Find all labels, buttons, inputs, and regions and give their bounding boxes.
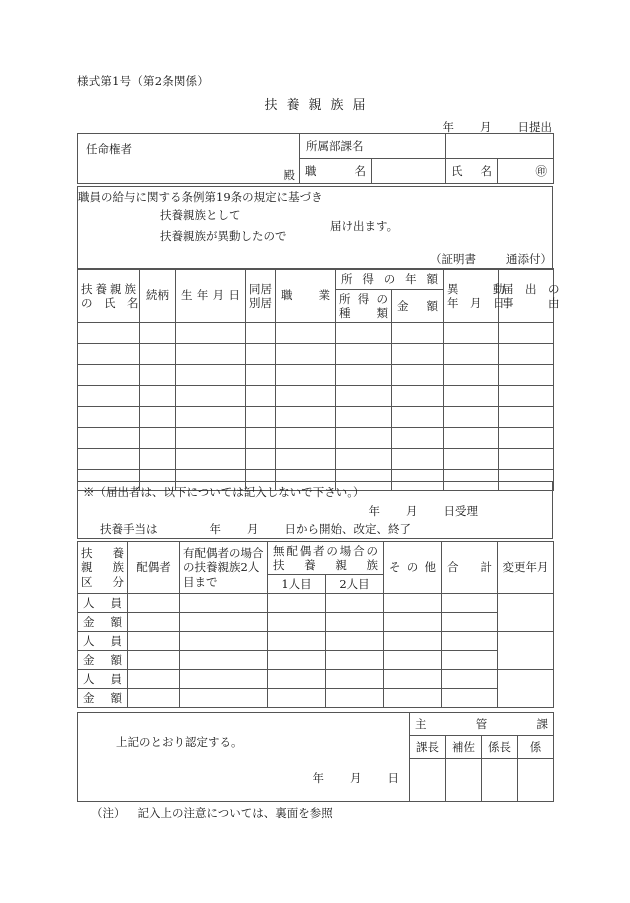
cell-dependent-name[interactable]: [78, 323, 140, 344]
cell-no-spouse2-amount[interactable]: [326, 613, 384, 632]
table-row[interactable]: [78, 365, 554, 386]
allowance-tail: 日から開始、改定、終了: [284, 522, 411, 536]
certify-day: 日: [387, 771, 399, 785]
allowance-year: 年: [209, 522, 221, 536]
cell-no-spouse2-amount[interactable]: [326, 651, 384, 670]
cell-dependent-name[interactable]: [78, 344, 140, 365]
table-row[interactable]: [78, 386, 554, 407]
col-change-date: 異 動 年 月 日: [444, 269, 499, 323]
cell-income-type[interactable]: [336, 407, 392, 428]
approver-kakari-seal[interactable]: [518, 759, 554, 802]
certify-year: 年: [312, 771, 324, 785]
footnote-marker: （注）: [91, 806, 126, 820]
cell-occupation[interactable]: [276, 365, 336, 386]
footnote: [91, 805, 333, 821]
cell-change-date[interactable]: [444, 323, 499, 344]
cell-reason[interactable]: [499, 365, 554, 386]
col-cohabit: 同居 別居: [246, 269, 276, 323]
approver-kakaricho-label: 係長: [482, 736, 518, 759]
cell-total-count[interactable]: [442, 632, 498, 651]
statement-option-b[interactable]: 扶養親族が異動したので: [160, 229, 287, 243]
receipt-month: 月: [406, 504, 418, 518]
statement-submit-phrase: 届け出ます。: [330, 219, 399, 233]
cell-income-type[interactable]: [336, 344, 392, 365]
section-title: 主 管 課: [410, 713, 554, 736]
approver-kacho-label: 課長: [410, 736, 446, 759]
department-name-label: 所属部課名: [300, 134, 446, 159]
cell-cohabit[interactable]: [246, 449, 276, 470]
col-reason: 届 出 の 事 由: [499, 269, 554, 323]
allowance-row-count[interactable]: [78, 670, 554, 689]
certify-date: [313, 771, 400, 785]
table-row[interactable]: [78, 428, 554, 449]
row-label-amount: 金 額: [78, 613, 128, 632]
allowance-period-line: [100, 522, 411, 536]
approver-kacho-seal[interactable]: [410, 759, 446, 802]
appointer-cell: [78, 134, 300, 184]
cell-dependent-name[interactable]: [78, 407, 140, 428]
row-label-count: 人 員: [78, 594, 128, 613]
cell-no-spouse2-count[interactable]: [326, 594, 384, 613]
cell-total-amount[interactable]: [442, 651, 498, 670]
footnote-text: 記入上の注意については、裏面を参照: [137, 806, 333, 820]
cell-reason[interactable]: [499, 323, 554, 344]
allowance-lead: 扶養手当は: [100, 522, 158, 536]
dependents-table: [77, 268, 560, 491]
cell-dependent-name[interactable]: [78, 428, 140, 449]
cell-cohabit[interactable]: [246, 386, 276, 407]
table-row[interactable]: [78, 323, 554, 344]
receipt-day: 日受理: [443, 504, 478, 518]
cell-birthdate[interactable]: [176, 407, 246, 428]
cell-occupation[interactable]: [276, 386, 336, 407]
cell-relationship[interactable]: [140, 449, 176, 470]
row-label-count: 人 員: [78, 670, 128, 689]
notice-warning: ※（届出者は、以下については記入しないで下さい。）: [83, 485, 365, 499]
cell-change-date[interactable]: [444, 428, 499, 449]
approver-hosa-label: 補佐: [446, 736, 482, 759]
cell-with-spouse-amount[interactable]: [180, 689, 268, 708]
certification-table: [77, 712, 554, 802]
col-total: 合 計: [442, 542, 498, 594]
cell-other-amount[interactable]: [384, 689, 442, 708]
cell-spouse-count[interactable]: [128, 594, 180, 613]
col-spouse: 配偶者: [128, 542, 180, 594]
cell-income-type[interactable]: [336, 449, 392, 470]
header-blank-cell: [446, 134, 554, 159]
cell-birthdate[interactable]: [176, 344, 246, 365]
cell-no-spouse1-amount[interactable]: [268, 613, 326, 632]
col-with-spouse-dependents: 有配偶者の場合の扶養親族2人目まで: [180, 542, 268, 594]
cell-relationship[interactable]: [140, 344, 176, 365]
cell-total-count[interactable]: [442, 670, 498, 689]
cell-cohabit[interactable]: [246, 428, 276, 449]
submission-month: 月: [480, 120, 492, 134]
cell-change-date[interactable]: [444, 365, 499, 386]
cell-spouse-amount[interactable]: [128, 613, 180, 632]
cell-no-spouse2-amount[interactable]: [326, 689, 384, 708]
cell-relationship[interactable]: [140, 386, 176, 407]
receipt-date: [369, 504, 479, 518]
cell-birthdate[interactable]: [176, 428, 246, 449]
approver-hosa-seal[interactable]: [446, 759, 482, 802]
table-row[interactable]: [78, 407, 554, 428]
cell-reason[interactable]: [499, 428, 554, 449]
cell-income-amount[interactable]: [392, 407, 444, 428]
col-income-amount: 金 額: [392, 290, 444, 323]
cell-other-count[interactable]: [384, 594, 442, 613]
page-title: 扶養親族届: [264, 98, 375, 113]
cell-total-amount[interactable]: [442, 613, 498, 632]
cell-with-spouse-amount[interactable]: [180, 613, 268, 632]
cell-income-amount[interactable]: [392, 323, 444, 344]
cell-change-month[interactable]: [498, 594, 554, 632]
cell-cohabit[interactable]: [246, 344, 276, 365]
allowance-row-amount[interactable]: [78, 689, 554, 708]
job-title-label: 職 名: [300, 159, 372, 184]
statement-option-a[interactable]: 扶養親族として: [160, 208, 241, 222]
cell-income-type[interactable]: [336, 323, 392, 344]
cell-income-type[interactable]: [336, 386, 392, 407]
cell-birthdate[interactable]: [176, 365, 246, 386]
cell-dependent-name[interactable]: [78, 386, 140, 407]
honorific-label: 殿: [283, 168, 295, 183]
cell-relationship[interactable]: [140, 428, 176, 449]
cell-other-count[interactable]: [384, 670, 442, 689]
cell-relationship[interactable]: [140, 407, 176, 428]
col-occupation: 職 業: [276, 269, 336, 323]
col-income-annual: 所得の年額: [336, 269, 444, 290]
notice-cell: [78, 482, 553, 539]
approver-kakari-label: 係: [518, 736, 554, 759]
name-value-with-seal[interactable]: [498, 159, 554, 184]
cell-no-spouse2-count[interactable]: [326, 670, 384, 689]
col-relationship: 続柄: [140, 269, 176, 323]
cell-total-count[interactable]: [442, 594, 498, 613]
allowance-row-amount[interactable]: [78, 651, 554, 670]
statement-options: [78, 207, 553, 249]
cell-cohabit[interactable]: [246, 365, 276, 386]
cell-dependent-name[interactable]: [78, 365, 140, 386]
cell-spouse-count[interactable]: [128, 632, 180, 651]
cell-change-month[interactable]: [498, 632, 554, 670]
certificate-prefix: （証明書: [430, 251, 476, 266]
cell-occupation[interactable]: [276, 407, 336, 428]
cell-income-amount[interactable]: [392, 386, 444, 407]
col-income-type: 所得の 種 類: [336, 290, 392, 323]
notice-table: [77, 481, 553, 539]
cell-other-amount[interactable]: [384, 613, 442, 632]
cell-income-type[interactable]: [336, 365, 392, 386]
col-dependent-category: 扶 養 親 族 区 分: [78, 542, 128, 594]
cell-no-spouse1-count[interactable]: [268, 632, 326, 651]
certificate-suffix: 通添付）: [506, 251, 552, 266]
table-row[interactable]: [78, 344, 554, 365]
cell-no-spouse1-count[interactable]: [268, 670, 326, 689]
cell-reason[interactable]: [499, 344, 554, 365]
certify-text: 上記のとおり認定する。: [116, 735, 243, 749]
cell-occupation[interactable]: [276, 428, 336, 449]
cell-spouse-amount[interactable]: [128, 689, 180, 708]
certify-statement-cell: [78, 713, 410, 802]
cell-birthdate[interactable]: [176, 386, 246, 407]
cell-income-amount[interactable]: [392, 344, 444, 365]
col-birthdate: 生年月日: [176, 269, 246, 323]
cell-reason[interactable]: [499, 407, 554, 428]
cell-other-amount[interactable]: [384, 651, 442, 670]
col-no-spouse-second: 2人目: [326, 575, 384, 594]
cell-income-type[interactable]: [336, 428, 392, 449]
cell-birthdate[interactable]: [176, 323, 246, 344]
cell-with-spouse-amount[interactable]: [180, 651, 268, 670]
appointer-label: 任命権者: [86, 142, 132, 156]
table-row[interactable]: [78, 449, 554, 470]
col-no-spouse-first: 1人目: [268, 575, 326, 594]
cell-relationship[interactable]: [140, 365, 176, 386]
cell-no-spouse1-amount[interactable]: [268, 689, 326, 708]
col-other: その他: [384, 542, 442, 594]
cell-occupation[interactable]: [276, 449, 336, 470]
cell-income-amount[interactable]: [392, 365, 444, 386]
job-title-value[interactable]: [372, 159, 446, 184]
cell-dependent-name[interactable]: [78, 449, 140, 470]
cell-income-amount[interactable]: [392, 428, 444, 449]
col-dependent-name: 扶養親族 の 氏 名: [78, 269, 140, 323]
seal-icon: ㊞: [535, 163, 547, 178]
allowance-table: [77, 541, 554, 708]
allowance-row-count[interactable]: [78, 632, 554, 651]
cell-change-date[interactable]: [444, 386, 499, 407]
statement-table: [77, 186, 553, 270]
certificate-attachment: [78, 249, 553, 270]
approver-kakaricho-seal[interactable]: [482, 759, 518, 802]
cell-occupation[interactable]: [276, 344, 336, 365]
allowance-row-count[interactable]: [78, 594, 554, 613]
cell-reason[interactable]: [499, 449, 554, 470]
receipt-year: 年: [368, 504, 380, 518]
row-label-count: 人 員: [78, 632, 128, 651]
row-label-amount: 金 額: [78, 689, 128, 708]
cell-change-date[interactable]: [444, 449, 499, 470]
cell-spouse-amount[interactable]: [128, 651, 180, 670]
cell-no-spouse2-count[interactable]: [326, 632, 384, 651]
cell-change-month[interactable]: [498, 670, 554, 708]
cell-cohabit[interactable]: [246, 407, 276, 428]
col-change-month: 変更年月: [498, 542, 554, 594]
cell-occupation[interactable]: [276, 323, 336, 344]
cell-reason[interactable]: [499, 386, 554, 407]
allowance-month: 月: [247, 522, 259, 536]
statement-line1: 職員の給与に関する条例第19条の規定に基づき: [78, 187, 553, 208]
col-no-spouse-dependents: 無配偶者の場合の 扶 養 親 族: [268, 542, 384, 575]
certify-month: 月: [350, 771, 362, 785]
cell-spouse-count[interactable]: [128, 670, 180, 689]
cell-change-date[interactable]: [444, 407, 499, 428]
submission-year: 年: [442, 120, 454, 134]
cell-relationship[interactable]: [140, 323, 176, 344]
allowance-row-amount[interactable]: [78, 613, 554, 632]
cell-no-spouse1-count[interactable]: [268, 594, 326, 613]
form-number: 様式第1号（第2条関係）: [77, 74, 210, 88]
cell-with-spouse-count[interactable]: [180, 632, 268, 651]
cell-change-date[interactable]: [444, 344, 499, 365]
cell-other-count[interactable]: [384, 632, 442, 651]
appointer-header-table: [77, 133, 554, 184]
cell-no-spouse1-amount[interactable]: [268, 651, 326, 670]
cell-with-spouse-count[interactable]: [180, 670, 268, 689]
cell-income-amount[interactable]: [392, 449, 444, 470]
cell-with-spouse-count[interactable]: [180, 594, 268, 613]
name-label: 氏 名: [446, 159, 498, 184]
cell-birthdate[interactable]: [176, 449, 246, 470]
row-label-amount: 金 額: [78, 651, 128, 670]
cell-cohabit[interactable]: [246, 323, 276, 344]
submission-day: 日提出: [517, 120, 552, 134]
cell-total-amount[interactable]: [442, 689, 498, 708]
